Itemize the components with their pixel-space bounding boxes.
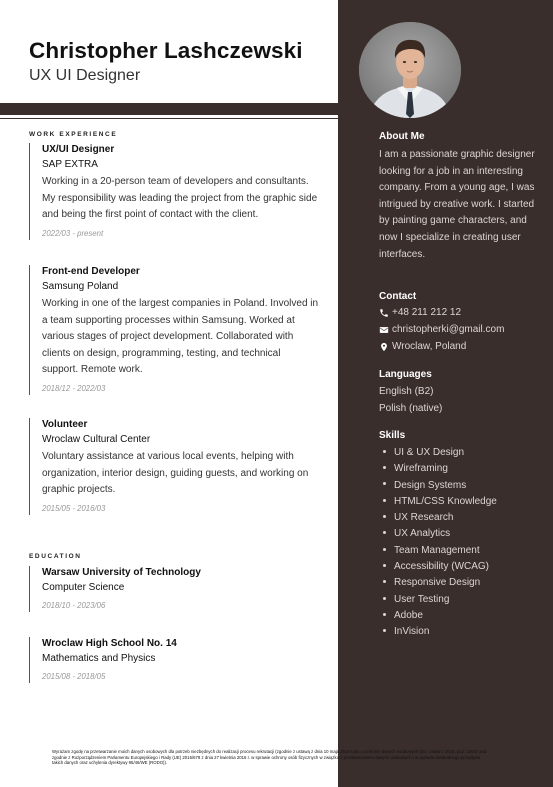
bullet-icon [383, 450, 386, 453]
work-entry [29, 265, 319, 395]
education-dates: 2018/10 - 2023/06 [42, 601, 106, 610]
skill-item [379, 461, 539, 477]
skill-item [379, 624, 539, 640]
map-pin-icon [379, 342, 389, 352]
skills-heading: Skills [379, 430, 406, 441]
work-entry [29, 418, 319, 515]
language-item: English (B2) [379, 386, 434, 397]
languages-heading: Languages [379, 369, 432, 380]
skill-label: InVision [394, 626, 430, 638]
profile-photo-image [359, 22, 461, 118]
skill-item [379, 526, 539, 542]
education-dates: 2015/08 - 2018/05 [42, 672, 106, 681]
skill-item [379, 543, 539, 559]
skill-label: Wireframing [394, 463, 448, 475]
language-item: Polish (native) [379, 402, 443, 414]
profile-photo [359, 22, 461, 118]
bullet-icon [383, 466, 386, 469]
contact-heading: Contact [379, 291, 417, 302]
bullet-icon [383, 482, 386, 485]
work-description: Working in a 20-person team of developers and consultants. My responsibility was leading the project from the graphic side and being the first point of contact with the client. [42, 176, 318, 221]
skill-item [379, 559, 539, 575]
work-company: Wroclaw Cultural Center [42, 434, 151, 445]
skill-item [379, 445, 539, 461]
work-company: Samsung Poland [42, 281, 119, 292]
skill-label: UX Research [394, 512, 454, 524]
skills-section [379, 429, 539, 641]
candidate-name: Christopher Lashczewski [29, 38, 303, 63]
contact-phone [379, 304, 539, 321]
bullet-icon [383, 580, 386, 583]
work-entry [29, 143, 319, 240]
email-address[interactable]: christopherki@gmail.com [392, 324, 505, 335]
skill-label: Accessibility (WCAG) [394, 561, 490, 573]
work-role: UX/UI Designer [42, 144, 115, 155]
contact-email [379, 321, 539, 338]
header-band [0, 103, 338, 115]
about-section [379, 130, 539, 263]
skill-label: Responsive Design [394, 577, 481, 589]
contact-location [379, 338, 539, 355]
education-entry [29, 637, 319, 683]
skill-item [379, 608, 539, 624]
skill-label: User Testing [394, 593, 450, 605]
bullet-icon [383, 548, 386, 551]
bullet-icon [383, 499, 386, 502]
work-dates: 2018/12 - 2022/03 [42, 383, 106, 393]
skill-label: Team Management [394, 544, 480, 556]
work-company: SAP EXTRA [42, 159, 98, 170]
skill-label: Adobe [394, 609, 423, 621]
skill-label: Design Systems [394, 479, 467, 491]
skill-label: UI & UX Design [394, 447, 465, 458]
education-entry [29, 566, 319, 612]
envelope-icon [379, 325, 389, 335]
skill-item [379, 494, 539, 510]
skill-item [379, 592, 539, 608]
contact-section [379, 290, 539, 355]
bullet-icon [383, 629, 386, 632]
languages-section [379, 368, 539, 417]
phone-number[interactable]: +48 211 212 12 [392, 307, 462, 318]
work-dates: 2015/05 - 2016/03 [42, 503, 106, 513]
job-title: UX UI Designer [29, 67, 141, 84]
header-divider [0, 118, 338, 119]
education-school: Wroclaw High School No. 14 [42, 638, 177, 649]
location-text: Wroclaw, Poland [392, 341, 467, 352]
work-role: Front-end Developer [42, 266, 140, 277]
work-role: Volunteer [42, 419, 88, 430]
work-description: Voluntary assistance at various local events, helping with organization, interior design, guiding guests, and working on graphic projects. [42, 451, 309, 496]
education-label: EDUCATION [29, 553, 82, 560]
work-dates: 2022/03 - present [42, 228, 104, 238]
skill-item [379, 510, 539, 526]
bullet-icon [383, 515, 386, 518]
about-text: I am a passionate graphic designer looking for a job in an interesting company. From a young age, I was intrigued by creative work. I started by painting game characters, and now I specialize in creating user interfaces. [379, 149, 535, 260]
gdpr-consent-clause: Wyrażam zgodę na przetwarzanie moich danych osobowych dla potrzeb niezbędnych do realizacji procesu rekrutacji (zgodnie z ustawą z dnia 10 maja 2018 roku o ochronie danych osobowych (Dz. Ustaw z 2018, poz. 1000) oraz zgodnie z Rozporządzeniem Parlamentu Europejskiego i Rady (UE) 2016/679 z dnia 27 kwietnia 2016 r. w sprawie ochrony osób fizycznych w związku z przetwarzaniem danych osobowych i w sprawie swobodnego przepływu takich danych oraz uchylenia dyrektywy 95/46/WE (RODO)). [52, 749, 487, 766]
education-field: Computer Science [42, 582, 125, 593]
work-experience-label: WORK EXPERIENCE [29, 131, 118, 138]
skill-item [379, 575, 539, 591]
about-heading: About Me [379, 131, 425, 142]
work-description: Working in one of the largest companies in Poland. Involved in a team supporting processes within Samsung. Worked at various stages of project development. Collaborated with clients on design, programming, testing, and technical support. Remote work. [42, 298, 319, 376]
education-field: Mathematics and Physics [42, 653, 156, 664]
education-school: Warsaw University of Technology [42, 567, 201, 578]
bullet-icon [383, 597, 386, 600]
skill-label: HTML/CSS Knowledge [394, 495, 497, 507]
skills-list [379, 445, 539, 641]
bullet-icon [383, 531, 386, 534]
bullet-icon [383, 564, 386, 567]
bullet-icon [383, 613, 386, 616]
phone-icon [379, 308, 389, 318]
skill-item [379, 478, 539, 494]
skill-label: UX Analytics [394, 528, 451, 540]
